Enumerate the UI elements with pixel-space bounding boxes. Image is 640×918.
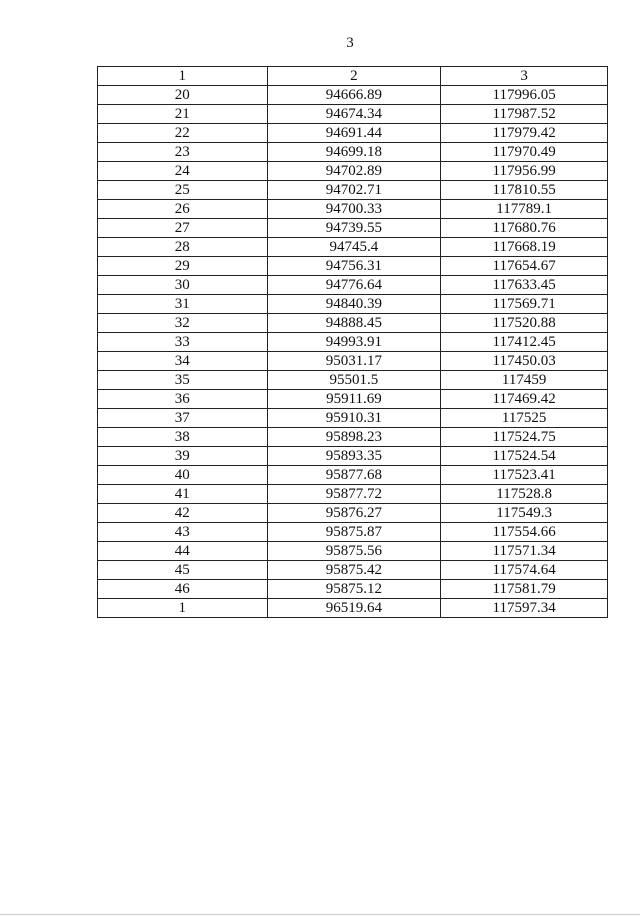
cell-point-number: 33 [98, 333, 268, 352]
cell-y-coordinate: 117956.99 [441, 162, 608, 181]
cell-point-number: 39 [98, 447, 268, 466]
cell-point-number: 29 [98, 257, 268, 276]
table-row [98, 276, 608, 295]
table-row [98, 162, 608, 181]
cell-y-coordinate: 117597.34 [441, 599, 608, 618]
cell-point-number: 46 [98, 580, 268, 599]
table-row [98, 485, 608, 504]
cell-y-coordinate: 117469.42 [441, 390, 608, 409]
table-row [98, 105, 608, 124]
cell-x-coordinate: 94993.91 [267, 333, 441, 352]
cell-x-coordinate: 95898.23 [267, 428, 441, 447]
cell-y-coordinate: 117680.76 [441, 219, 608, 238]
cell-y-coordinate: 117581.79 [441, 580, 608, 599]
table-row [98, 409, 608, 428]
table-row [98, 219, 608, 238]
cell-x-coordinate: 94776.64 [267, 276, 441, 295]
table-row [98, 333, 608, 352]
cell-x-coordinate: 94745.4 [267, 238, 441, 257]
table-row [98, 542, 608, 561]
table-row [98, 599, 608, 618]
cell-y-coordinate: 117412.45 [441, 333, 608, 352]
cell-y-coordinate: 117459 [441, 371, 608, 390]
table-row [98, 580, 608, 599]
column-header-y: 3 [441, 67, 608, 86]
table-row [98, 200, 608, 219]
column-header-x: 2 [267, 67, 441, 86]
page-bottom-edge [0, 914, 640, 915]
cell-point-number: 30 [98, 276, 268, 295]
cell-point-number: 42 [98, 504, 268, 523]
table-row [98, 181, 608, 200]
cell-y-coordinate: 117654.67 [441, 257, 608, 276]
cell-point-number: 45 [98, 561, 268, 580]
table-header-row [98, 67, 608, 86]
cell-point-number: 24 [98, 162, 268, 181]
cell-x-coordinate: 95875.12 [267, 580, 441, 599]
cell-point-number: 34 [98, 352, 268, 371]
cell-y-coordinate: 117524.54 [441, 447, 608, 466]
cell-point-number: 38 [98, 428, 268, 447]
table-row [98, 504, 608, 523]
page-number: 3 [346, 35, 354, 51]
cell-y-coordinate: 117810.55 [441, 181, 608, 200]
cell-x-coordinate: 94888.45 [267, 314, 441, 333]
cell-x-coordinate: 96519.64 [267, 599, 441, 618]
cell-point-number: 1 [98, 599, 268, 618]
cell-x-coordinate: 95031.17 [267, 352, 441, 371]
cell-y-coordinate: 117525 [441, 409, 608, 428]
cell-y-coordinate: 117523.41 [441, 466, 608, 485]
table-row [98, 238, 608, 257]
table-row [98, 352, 608, 371]
cell-y-coordinate: 117574.64 [441, 561, 608, 580]
cell-y-coordinate: 117554.66 [441, 523, 608, 542]
table-row [98, 561, 608, 580]
cell-point-number: 35 [98, 371, 268, 390]
table-row [98, 466, 608, 485]
cell-point-number: 36 [98, 390, 268, 409]
cell-x-coordinate: 95910.31 [267, 409, 441, 428]
cell-y-coordinate: 117970.49 [441, 143, 608, 162]
column-header-point: 1 [98, 67, 268, 86]
table-row [98, 257, 608, 276]
table-body [98, 86, 608, 618]
cell-point-number: 27 [98, 219, 268, 238]
table-row [98, 523, 608, 542]
cell-point-number: 23 [98, 143, 268, 162]
cell-point-number: 22 [98, 124, 268, 143]
cell-y-coordinate: 117520.88 [441, 314, 608, 333]
cell-x-coordinate: 94702.89 [267, 162, 441, 181]
cell-x-coordinate: 94702.71 [267, 181, 441, 200]
cell-point-number: 43 [98, 523, 268, 542]
cell-x-coordinate: 94674.34 [267, 105, 441, 124]
cell-y-coordinate: 117528.8 [441, 485, 608, 504]
cell-point-number: 31 [98, 295, 268, 314]
table-row [98, 143, 608, 162]
table-row [98, 447, 608, 466]
cell-y-coordinate: 117571.34 [441, 542, 608, 561]
cell-x-coordinate: 94699.18 [267, 143, 441, 162]
table-row [98, 86, 608, 105]
cell-x-coordinate: 95875.42 [267, 561, 441, 580]
cell-x-coordinate: 94666.89 [267, 86, 441, 105]
cell-point-number: 25 [98, 181, 268, 200]
table-row [98, 314, 608, 333]
coordinates-table [97, 66, 608, 618]
table-row [98, 371, 608, 390]
cell-x-coordinate: 95911.69 [267, 390, 441, 409]
table-row [98, 295, 608, 314]
table-row [98, 390, 608, 409]
cell-y-coordinate: 117524.75 [441, 428, 608, 447]
cell-point-number: 28 [98, 238, 268, 257]
cell-point-number: 41 [98, 485, 268, 504]
cell-point-number: 32 [98, 314, 268, 333]
cell-x-coordinate: 95877.72 [267, 485, 441, 504]
cell-x-coordinate: 95875.87 [267, 523, 441, 542]
cell-x-coordinate: 94691.44 [267, 124, 441, 143]
cell-point-number: 40 [98, 466, 268, 485]
cell-x-coordinate: 95501.5 [267, 371, 441, 390]
cell-x-coordinate: 94756.31 [267, 257, 441, 276]
cell-point-number: 21 [98, 105, 268, 124]
cell-y-coordinate: 117450.03 [441, 352, 608, 371]
cell-x-coordinate: 94739.55 [267, 219, 441, 238]
cell-y-coordinate: 117569.71 [441, 295, 608, 314]
cell-y-coordinate: 117979.42 [441, 124, 608, 143]
cell-point-number: 37 [98, 409, 268, 428]
cell-x-coordinate: 95876.27 [267, 504, 441, 523]
table-row [98, 124, 608, 143]
cell-y-coordinate: 117996.05 [441, 86, 608, 105]
cell-y-coordinate: 117987.52 [441, 105, 608, 124]
cell-y-coordinate: 117633.45 [441, 276, 608, 295]
cell-point-number: 44 [98, 542, 268, 561]
cell-y-coordinate: 117549.3 [441, 504, 608, 523]
cell-y-coordinate: 117789.1 [441, 200, 608, 219]
cell-x-coordinate: 94700.33 [267, 200, 441, 219]
cell-point-number: 20 [98, 86, 268, 105]
cell-x-coordinate: 94840.39 [267, 295, 441, 314]
table-row [98, 428, 608, 447]
cell-y-coordinate: 117668.19 [441, 238, 608, 257]
cell-x-coordinate: 95893.35 [267, 447, 441, 466]
cell-point-number: 26 [98, 200, 268, 219]
cell-x-coordinate: 95877.68 [267, 466, 441, 485]
cell-x-coordinate: 95875.56 [267, 542, 441, 561]
